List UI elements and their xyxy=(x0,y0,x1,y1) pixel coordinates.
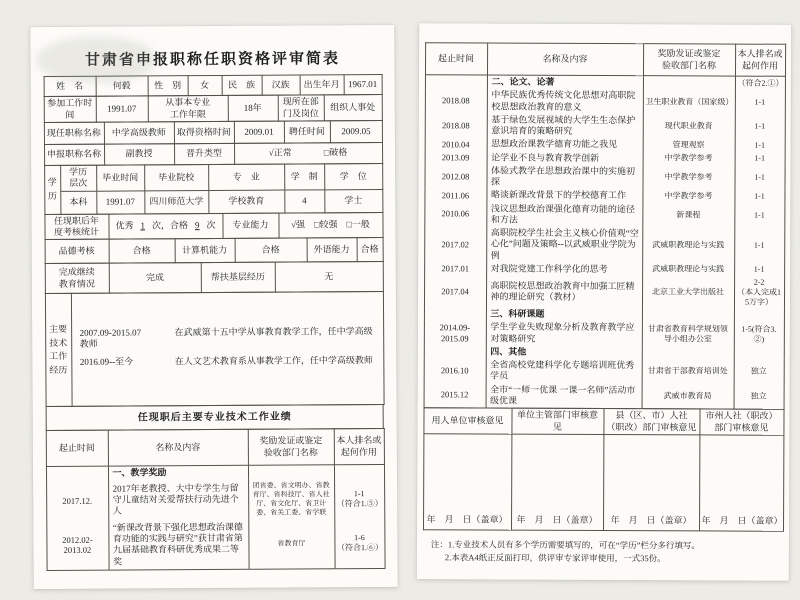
review-county-header: 县（区、市）人社 （职改）部门审核意见 xyxy=(603,408,699,434)
col-rank: 1-1 （符合1.⑤） xyxy=(334,479,384,519)
form-page-1 xyxy=(30,25,397,589)
ethnicity-value: 汉族 xyxy=(262,75,300,95)
col-date xyxy=(424,345,486,359)
col-rank: 独立 xyxy=(734,384,784,409)
graduation-school-value: 四川师范大学 xyxy=(144,190,208,213)
publication-row xyxy=(425,113,785,139)
computer-ability-label: 计算机能力 xyxy=(175,238,235,262)
continuing-education-value: 完成 xyxy=(109,263,201,294)
col-rank: 1-1 xyxy=(735,152,785,165)
graduation-school-header: 毕业院校 xyxy=(144,165,208,191)
col-content: 三、科研课题 xyxy=(486,307,642,321)
col-rank: 2-2 （本人完成15万字） xyxy=(734,277,784,309)
col-rank: 1-1 xyxy=(735,139,785,152)
col-content: 浅议思想政治课强化德育功能的途径和方法 xyxy=(486,202,642,227)
work-start-label: 参加工作时间 xyxy=(44,96,96,122)
computer-ability-value: 合格 xyxy=(235,238,307,262)
achievement-row xyxy=(46,479,384,521)
degree-header: 学 位 xyxy=(324,163,382,189)
col-date: 2017.02 xyxy=(424,226,486,262)
col-rank: 1-6 （符合1.⑥） xyxy=(334,519,384,569)
col-org: 武威市教育局 xyxy=(642,384,734,409)
name-label: 姓 名 xyxy=(44,76,96,96)
apply-title-value: 副教授 xyxy=(104,144,174,165)
col-org: 武威职教理论与实践 xyxy=(642,227,734,263)
current-title-label: 现任职称名称 xyxy=(44,122,104,144)
experience-desc: 在武威第十五中学从事教育教学工作，任中学高级教师 xyxy=(79,326,373,350)
note-line-2: 2.本表A4纸正反面打印，供评审专家评审使用，一式35份。 xyxy=(444,552,666,564)
gender-label: 性 别 xyxy=(148,76,188,96)
experience-line xyxy=(80,354,379,367)
col-date: 2012.08 xyxy=(424,164,486,189)
pub-header-content: 名称及内容 xyxy=(487,43,643,76)
col-content: 基于绿色发展视域的大学生生态保护意识培育的策略研究 xyxy=(487,113,643,138)
hire-time-label: 聘任时间 xyxy=(284,121,330,143)
note-line-1: 注：1.专业技术人员有多个学历需要填写的，可在“学历”栏分多行填写。 xyxy=(430,539,700,551)
department-value: 组织人事处 xyxy=(324,94,382,120)
name-value: 何毅 xyxy=(96,76,148,96)
professional-ability-value: √强 □较强 □一般 xyxy=(278,212,382,238)
schooling-length-value: 4 xyxy=(284,189,324,212)
col-rank: 1-1 xyxy=(734,165,784,190)
pub-header-date: 起止时间 xyxy=(425,43,487,75)
review-employer-header: 用人单位审核意见 xyxy=(423,408,511,434)
publication-row xyxy=(424,202,784,228)
edu-level-value: 本科 xyxy=(60,191,96,214)
achievements-section-title: 任现职后主要专业技术工作业绩 xyxy=(46,404,384,431)
publication-row xyxy=(424,383,784,410)
info-table-row-b xyxy=(43,94,382,123)
review-table xyxy=(423,407,785,532)
col-content: 略谈新课改背景下的学校德育工作 xyxy=(486,189,642,203)
col-rank: （符合2.①） xyxy=(735,76,785,90)
review-supervisor-stamp: 年 月 日（盖章） xyxy=(511,434,603,530)
annual-assessment-label: 任现职后年 度考核统计 xyxy=(44,214,108,240)
p1-ach-body xyxy=(46,464,385,570)
col-content: 中华民族优秀传统文化思想对高职院校思想政治教育的意义 xyxy=(487,89,643,114)
col-date: 2014.09- 2015.09 xyxy=(424,320,486,345)
pub-header-rank: 本人排名或 起何作用 xyxy=(735,44,785,76)
publication-row xyxy=(425,88,785,114)
assessment-pass-count: 9 xyxy=(194,220,200,231)
col-date: 2017.04 xyxy=(424,275,486,307)
col-rank: 1-1 xyxy=(734,190,784,203)
col-date: 2010.06 xyxy=(424,202,486,227)
work-start-value: 1991.07 xyxy=(96,96,148,122)
col-content: 全市“一师一优课 一课一名师”活动市级优课 xyxy=(486,383,642,409)
form-title: 甘肃省申报职称任职资格评审简表 xyxy=(84,51,341,69)
col-content: 高职院校学生社会主义核心价值观“空心化”问题及策略--以武威职业学院为例 xyxy=(486,226,642,262)
col-content: 高职院校思想政治教育中加强工匠精神的理论研究（教材） xyxy=(486,275,642,308)
col-content: 二、论文、论著 xyxy=(487,75,643,89)
col-rank xyxy=(334,464,384,479)
col-rank: 1-1 xyxy=(734,203,784,228)
col-rank: 1-1 xyxy=(734,263,784,276)
gender-value: 女 xyxy=(188,75,222,95)
assessment-table xyxy=(44,211,383,240)
col-date: 2013.09 xyxy=(425,151,487,165)
review-county-stamp: 年 月 日（盖章） xyxy=(603,434,699,530)
promotion-type-label: 晋升类型 xyxy=(174,143,234,164)
promotion-normal-checked: √正常 xyxy=(268,147,292,159)
col-content: 四、其他 xyxy=(486,345,642,359)
experience-desc: 在人文艺术教育系从事教学工作，任中学高级教师 xyxy=(174,354,373,366)
foreign-language-value: 合格 xyxy=(357,237,383,261)
col-content: 学生学业失败现象分析及教育教学应对策略研究 xyxy=(486,321,642,346)
promotion-exception-unchecked: □破格 xyxy=(323,147,348,158)
professional-ability-label: 专业能力 xyxy=(222,213,278,239)
col-rank: 独立 xyxy=(734,360,784,385)
col-org: 北京工业大学出版社 xyxy=(642,276,734,308)
schooling-length-header: 学 制 xyxy=(284,164,324,190)
col-content: 体验式教学在思想政治课中的实施初探 xyxy=(486,164,642,189)
experience-content xyxy=(71,291,384,406)
grassroots-support-value: 无 xyxy=(275,261,383,292)
col-org: 中学教学参考 xyxy=(642,165,734,190)
experience-table xyxy=(44,291,384,407)
assessment-excellent-count: 1 xyxy=(140,220,146,231)
assessment-excellent-text: 优秀 xyxy=(115,220,134,231)
col-date: 2017.01 xyxy=(424,262,486,276)
col-content: 2017年老教授、大中专学生与留守儿童结对关爱帮扶行动先进个人 xyxy=(108,480,248,521)
col-org: 现代职业教育 xyxy=(643,114,735,139)
department-label: 现所在部 门及岗位 xyxy=(278,95,324,121)
qualification-time-label: 取得资格时间 xyxy=(174,121,234,143)
assessment-times-text: 次 xyxy=(206,220,216,231)
promotion-type-value xyxy=(234,142,382,164)
col-rank xyxy=(734,346,784,359)
profession-years-value: 18年 xyxy=(228,95,278,121)
graduation-time-value: 1991.07 xyxy=(96,190,144,213)
col-date: 2010.04 xyxy=(425,137,487,151)
info-table-row-c xyxy=(43,120,382,145)
col-content: 一、教学奖励 xyxy=(108,465,248,480)
ach-header-content: 名称及内容 xyxy=(108,429,248,466)
col-rank: 1-1 xyxy=(735,90,785,115)
col-date xyxy=(46,466,108,481)
graduation-time-header: 毕业时间 xyxy=(96,165,144,191)
col-content: 思想政治课教学德育功能之我见 xyxy=(487,138,643,152)
ach-header-date: 起止时间 xyxy=(46,430,108,466)
ach-header-rank: 本人排名或 起何作用 xyxy=(334,428,384,464)
review-city-header: 市州人社（职改） 部门审核意见 xyxy=(699,409,783,435)
education-table xyxy=(44,163,383,215)
col-content: 论学业不良与教育教学创新 xyxy=(487,151,643,165)
col-date: 2012.02- 2013.02 xyxy=(46,521,108,571)
col-org xyxy=(642,308,734,322)
publication-row xyxy=(424,275,784,309)
col-org: 甘肃省教育科学规划领导小组办公室 xyxy=(642,321,734,346)
publication-row xyxy=(424,320,784,346)
ethnicity-label: 民 族 xyxy=(222,75,262,95)
publication-row xyxy=(424,226,784,263)
experience-side-label: 主要技术工作经历 xyxy=(45,293,72,406)
col-org xyxy=(248,465,334,480)
major-header: 专 业 xyxy=(208,164,284,190)
col-date: 2018.08 xyxy=(425,88,487,113)
col-content: 对我院党建工作科学化的思考 xyxy=(486,262,642,276)
foreign-language-label: 外语能力 xyxy=(307,238,357,262)
review-city-stamp: 年 月 日（盖章） xyxy=(699,435,783,531)
col-org: 卫生职业教育（国家级） xyxy=(643,89,735,114)
qualification-time-value: 2009.01 xyxy=(234,121,284,143)
col-date: 2016.10 xyxy=(424,358,486,383)
apply-title-label: 申报职称名称 xyxy=(44,144,104,165)
assessment-pass-text: 次，合格 xyxy=(151,220,189,231)
continuing-education-table xyxy=(44,261,383,294)
col-org xyxy=(642,346,734,360)
experience-period: 2007.09-2015.07 xyxy=(79,327,142,338)
experience-period: 2016.09--至今 xyxy=(79,355,134,367)
col-org: 省教育厅 xyxy=(248,519,334,569)
form-page-2 xyxy=(417,23,791,581)
birthdate-label: 出生年月 xyxy=(300,75,344,95)
col-date: 2015.12 xyxy=(424,383,486,408)
col-org: 新课程 xyxy=(642,203,734,228)
morality-value: 合格 xyxy=(109,239,175,263)
col-org: 武威职教理论与实践 xyxy=(642,263,734,277)
publications-table xyxy=(423,42,786,410)
col-rank xyxy=(734,309,784,322)
col-date: 2011.06 xyxy=(424,188,486,202)
annual-assessment-value xyxy=(108,213,222,239)
col-date xyxy=(424,307,486,321)
p2-body xyxy=(424,75,785,410)
ach-header-org: 奖励发证或鉴定 验收部门名称 xyxy=(248,429,334,466)
major-value: 学校教育 xyxy=(208,190,284,213)
col-date: 2017.12. xyxy=(46,480,108,520)
grassroots-support-label: 帮扶基层经历 xyxy=(201,262,275,292)
col-org: 中学教学参考 xyxy=(642,189,734,203)
col-org: 甘肃省干部教育培训处 xyxy=(642,359,734,384)
col-rank: 1-1 xyxy=(734,228,784,264)
achievement-row xyxy=(46,519,384,571)
achievements-table xyxy=(45,428,385,571)
birthdate-value: 1967.01 xyxy=(344,74,382,94)
experience-line xyxy=(80,326,379,350)
col-content: “新课改背景下强化思想政治课德育功能的实践与研究”获甘肃省第九届基础教育科研优秀成果二等奖 xyxy=(108,520,248,570)
col-org xyxy=(643,76,735,90)
review-employer-stamp: 年 月 日（盖章） xyxy=(423,434,511,530)
current-title-value: 中学高级教师 xyxy=(104,122,174,144)
col-date xyxy=(425,75,487,89)
publication-row xyxy=(424,164,784,190)
profession-years-label: 从事本专业 工作年限 xyxy=(148,95,228,121)
continuing-education-label: 完成继续 教育情况 xyxy=(45,263,109,293)
review-supervisor-header: 单位主管部门审核意见 xyxy=(511,408,603,434)
degree-value: 学士 xyxy=(324,189,382,212)
morality-label: 品德考核 xyxy=(45,239,109,263)
morality-table xyxy=(44,237,383,264)
publication-row xyxy=(424,358,784,384)
col-org: 团省委、省文明办、省教育厅、省科技厅、省人社厅、省文化厅、省卫计委、省关工委、省学联 xyxy=(248,479,334,520)
col-content: 全省高校党建科学化专题培训班优秀学员 xyxy=(486,358,642,383)
col-org: 管理观察 xyxy=(643,138,735,152)
col-org: 中学教学参考 xyxy=(643,152,735,166)
edu-level-header: 学历 层次 xyxy=(60,165,96,191)
form-notes xyxy=(431,538,789,565)
col-rank: 1-1 xyxy=(735,114,785,139)
col-rank: 1-5(符合3.②) xyxy=(734,322,784,347)
pub-header-org: 奖励发证或鉴定 验收部门名称 xyxy=(643,44,735,76)
col-date: 2018.08 xyxy=(425,113,487,138)
hire-time-value: 2009.05 xyxy=(330,120,382,142)
education-side-label: 学历 xyxy=(44,165,60,214)
